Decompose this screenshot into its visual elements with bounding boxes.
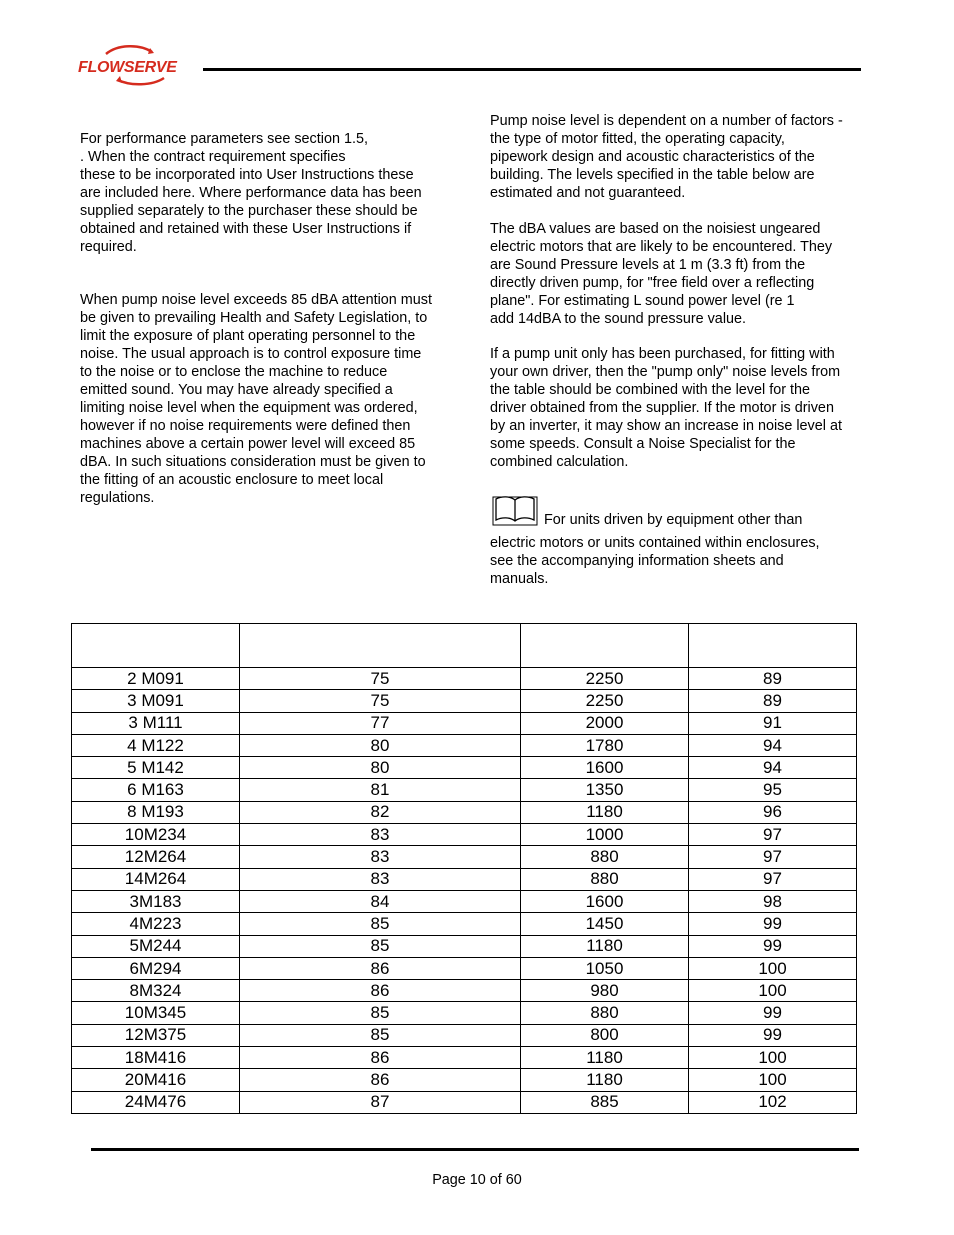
table-cell: 83	[240, 824, 521, 846]
table-row	[72, 890, 857, 912]
table-cell: 100	[689, 1047, 857, 1069]
table-row	[72, 801, 857, 823]
table-row	[72, 779, 857, 801]
table-cell: 75	[240, 690, 521, 712]
table-cell: 8 M193	[72, 801, 240, 823]
table-cell: 1180	[521, 935, 689, 957]
table-cell: 98	[689, 890, 857, 912]
table-cell: 99	[689, 1002, 857, 1024]
table-row	[72, 1047, 857, 1069]
performance-paragraph: For performance parameters see section 1.5, . When the contract requirement specifies these to be incorporated into User Instructions these are included here. Where performance data has been supplied separately to the purchaser these should be obtained and retained with these User Instructions if required.	[80, 131, 422, 255]
table-cell: 83	[240, 868, 521, 890]
flowserve-logo	[78, 42, 198, 88]
table-header-row	[72, 624, 857, 668]
table-cell: 89	[689, 668, 857, 690]
table-cell: 18M416	[72, 1047, 240, 1069]
table-cell: 2000	[521, 712, 689, 734]
table-cell: 880	[521, 868, 689, 890]
table-cell: 82	[240, 801, 521, 823]
table-cell: 2250	[521, 690, 689, 712]
table-cell: 885	[521, 1091, 689, 1113]
table-cell: 80	[240, 734, 521, 756]
table-cell: 5 M142	[72, 757, 240, 779]
table-cell: 100	[689, 980, 857, 1002]
table-cell: 1180	[521, 801, 689, 823]
table-cell: 84	[240, 890, 521, 912]
table-row	[72, 957, 857, 979]
noise-level-table	[71, 623, 857, 1114]
pump-only-paragraph: If a pump unit only has been purchased, for fitting with your own driver, then the "pump only" noise levels from the table should be combined with the level for the driver obtained from the supplier. If the motor is driven by an inverter, it may show an increase in noise level at some speeds. Consult a Noise Specialist for the combined calculation.	[490, 346, 842, 470]
table-header-cell	[72, 624, 240, 668]
table-cell: 2 M091	[72, 668, 240, 690]
table-row	[72, 1069, 857, 1091]
table-cell: 2250	[521, 668, 689, 690]
table-cell: 96	[689, 801, 857, 823]
table-cell: 86	[240, 957, 521, 979]
table-cell: 97	[689, 824, 857, 846]
table-row	[72, 913, 857, 935]
table-row	[72, 1002, 857, 1024]
table-cell: 80	[240, 757, 521, 779]
table-cell: 800	[521, 1024, 689, 1046]
page-number: Page 10 of 60	[432, 1172, 522, 1188]
table-cell: 3 M111	[72, 712, 240, 734]
table-cell: 1350	[521, 779, 689, 801]
table-cell: 99	[689, 935, 857, 957]
table-row	[72, 757, 857, 779]
table-cell: 85	[240, 1002, 521, 1024]
table-row	[72, 824, 857, 846]
table-cell: 4 M122	[72, 734, 240, 756]
table-cell: 12M264	[72, 846, 240, 868]
table-cell: 1600	[521, 757, 689, 779]
table-cell: 89	[689, 690, 857, 712]
table-row	[72, 734, 857, 756]
table-cell: 10M345	[72, 1002, 240, 1024]
table-cell: 100	[689, 957, 857, 979]
table-cell: 97	[689, 868, 857, 890]
table-row	[72, 712, 857, 734]
table-cell: 980	[521, 980, 689, 1002]
dba-values-paragraph: The dBA values are based on the noisiest ungeared electric motors that are likely to be encountered. They are Sound Pressure levels at 1 m (3.3 ft) from the directly driven pump, for "free field over a reflecting plane". For estimating L sound power level (re 1 add 14dBA to the sound pressure value.	[490, 221, 833, 327]
table-cell: 86	[240, 980, 521, 1002]
table-row	[72, 846, 857, 868]
table-cell: 94	[689, 734, 857, 756]
table-cell: 99	[689, 913, 857, 935]
table-cell: 85	[240, 935, 521, 957]
table-row	[72, 1024, 857, 1046]
table-cell: 99	[689, 1024, 857, 1046]
table-cell: 1780	[521, 734, 689, 756]
table-cell: 10M234	[72, 824, 240, 846]
table-cell: 77	[240, 712, 521, 734]
table-header-cell	[240, 624, 521, 668]
table-cell: 20M416	[72, 1069, 240, 1091]
table-cell: 5M244	[72, 935, 240, 957]
note-paragraph: electric motors or units contained within enclosures, see the accompanying information sheets and manuals.	[490, 535, 820, 587]
table-cell: 95	[689, 779, 857, 801]
table-cell: 97	[689, 846, 857, 868]
table-cell: 91	[689, 712, 857, 734]
table-cell: 100	[689, 1069, 857, 1091]
table-row	[72, 690, 857, 712]
table-cell: 1180	[521, 1047, 689, 1069]
table-cell: 86	[240, 1047, 521, 1069]
table-cell: 102	[689, 1091, 857, 1113]
table-cell: 1180	[521, 1069, 689, 1091]
table-row	[72, 1091, 857, 1113]
table-row	[72, 668, 857, 690]
open-book-icon	[492, 494, 538, 526]
table-header-cell	[521, 624, 689, 668]
table-cell: 6 M163	[72, 779, 240, 801]
table-cell: 3M183	[72, 890, 240, 912]
table-cell: 83	[240, 846, 521, 868]
table-cell: 12M375	[72, 1024, 240, 1046]
table-row	[72, 868, 857, 890]
header-rule	[203, 68, 861, 71]
table-cell: 1050	[521, 957, 689, 979]
table-cell: 1600	[521, 890, 689, 912]
noise-exposure-paragraph: When pump noise level exceeds 85 dBA attention must be given to prevailing Health and Safety Legislation, to limit the exposure of plant operating personnel to the noise. The usual approach is to control exposure time to the noise or to enclose the machine to reduce emitted sound. You may have already specified a limiting noise level when the equipment was ordered, however if no noise requirements were defined then machines above a certain power level will exceed 85 dBA. In such situations consideration must be given to the fitting of an acoustic enclosure to meet local regulations.	[80, 292, 432, 506]
table-cell: 85	[240, 913, 521, 935]
table-cell: 75	[240, 668, 521, 690]
table-body	[72, 668, 857, 1114]
table-row	[72, 935, 857, 957]
table-cell: 3 M091	[72, 690, 240, 712]
table-cell: 14M264	[72, 868, 240, 890]
table-cell: 8M324	[72, 980, 240, 1002]
table-cell: 1000	[521, 824, 689, 846]
table-row	[72, 980, 857, 1002]
footer-rule	[91, 1148, 859, 1151]
table-cell: 85	[240, 1024, 521, 1046]
table-cell: 6M294	[72, 957, 240, 979]
table-cell: 880	[521, 846, 689, 868]
table-cell: 1450	[521, 913, 689, 935]
table-cell: 4M223	[72, 913, 240, 935]
table-cell: 81	[240, 779, 521, 801]
table-cell: 87	[240, 1091, 521, 1113]
noise-factors-paragraph: Pump noise level is dependent on a number of factors - the type of motor fitted, the operating capacity, pipework design and acoustic characteristics of the building. The levels specified in the table below are estimated and not guaranteed.	[490, 113, 843, 201]
table-cell: 24M476	[72, 1091, 240, 1113]
logo-text: FLOWSERVE	[78, 59, 177, 76]
table-header-cell	[689, 624, 857, 668]
table-cell: 94	[689, 757, 857, 779]
note-first-line: For units driven by equipment other than	[544, 512, 803, 528]
table-cell: 86	[240, 1069, 521, 1091]
table-cell: 880	[521, 1002, 689, 1024]
